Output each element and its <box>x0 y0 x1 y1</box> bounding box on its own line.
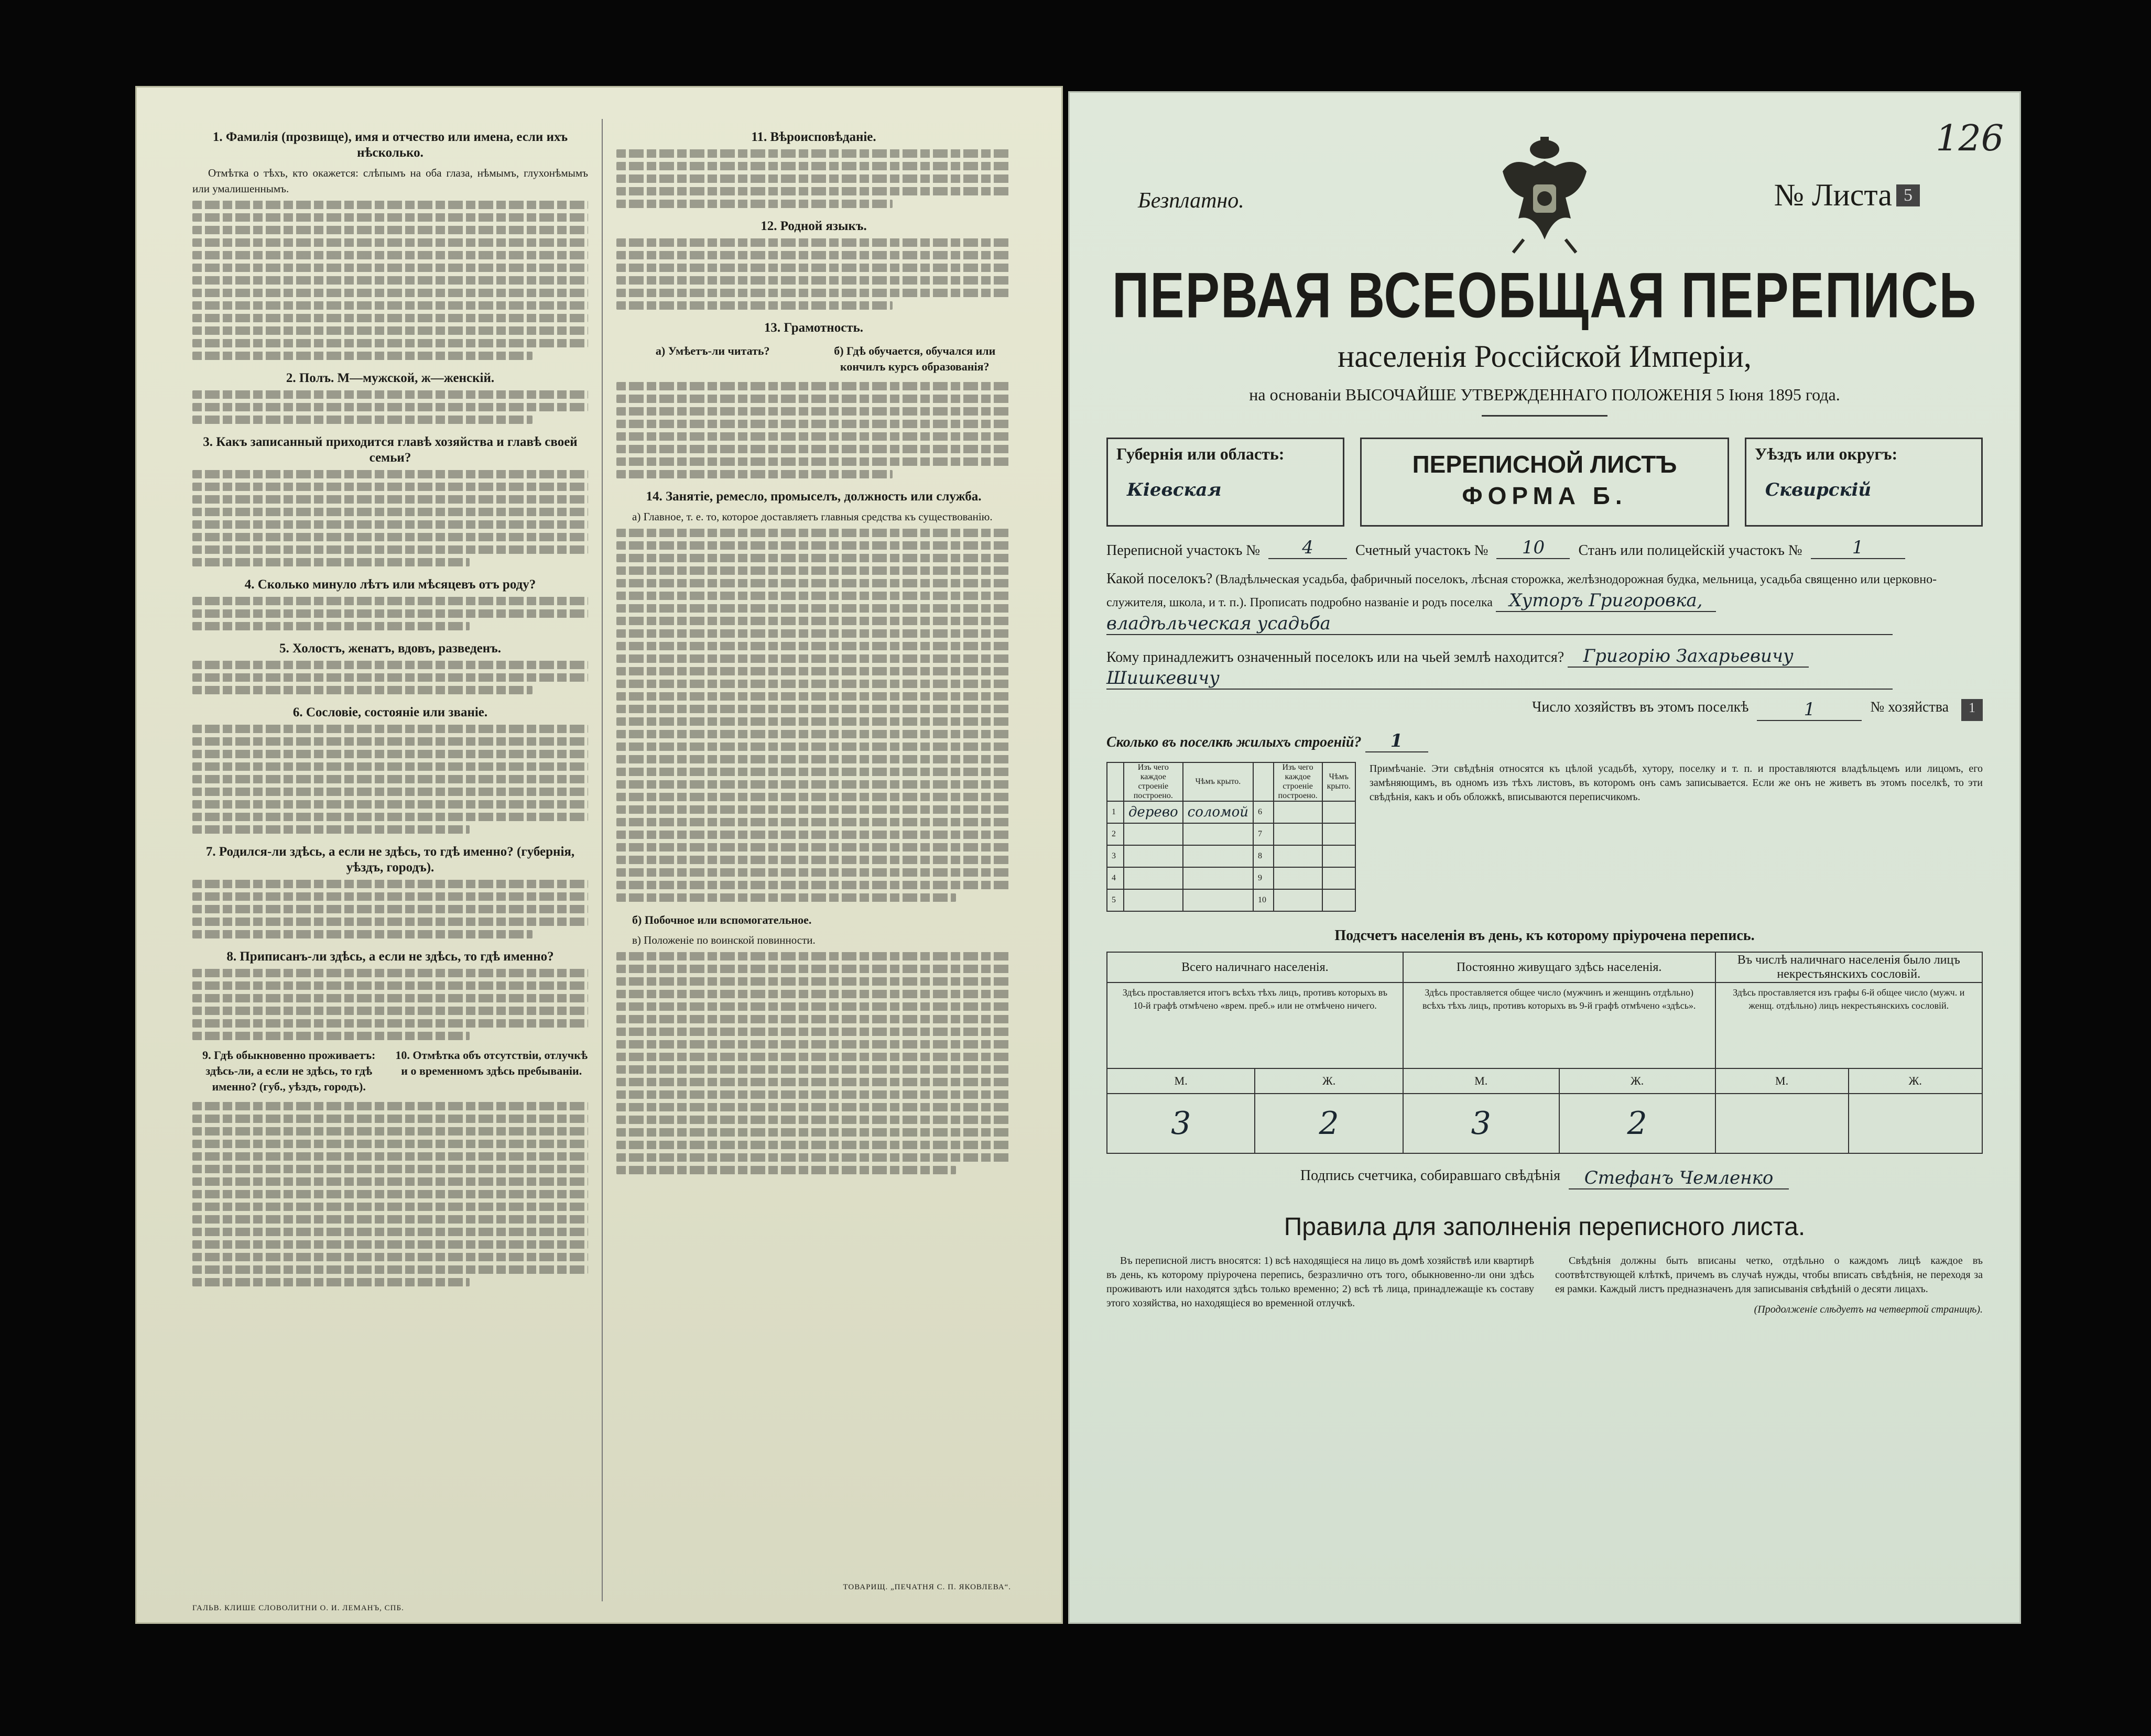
buildings-line <box>1106 730 1983 752</box>
section-heading: 6. Сословіе, состояніе или званіе. <box>292 705 488 719</box>
census-area-value[interactable]: 4 <box>1268 537 1347 559</box>
count-area-label: Счетный участокъ № <box>1355 542 1489 559</box>
rules-title: Правила для заполненія переписного листа. <box>1284 1213 1806 1241</box>
settlement-value-1[interactable]: Хуторъ Григоровка, <box>1496 590 1716 612</box>
instructions-column-1 <box>179 119 602 1612</box>
form-title: ПЕРВАЯ ВСЕОБЩАЯ ПЕРЕПИСЬ <box>1112 259 1978 331</box>
instructions-page <box>135 86 1063 1624</box>
uezd-box <box>1745 438 1983 527</box>
province-box <box>1106 438 1344 527</box>
female-header: Ж. <box>1849 1068 1982 1094</box>
male-header: М. <box>1403 1068 1559 1094</box>
section-note: в) Положеніе по воинской повинности. <box>632 934 816 946</box>
buildings-label: Сколько въ поселкѣ жилыхъ строеній? <box>1106 734 1362 750</box>
pop-col-desc: Здѣсь проставляется общее число (мужчинъ и женщинъ отдѣльно) всѣхъ тѣхъ лицъ, противъ которыхъ въ 9-й графѣ отмѣчено «здѣсь». <box>1403 982 1715 1068</box>
imperial-eagle-icon <box>1492 135 1597 255</box>
nonpeasant-male-count[interactable] <box>1715 1094 1849 1153</box>
rules-column-left: Въ переписной листъ вносятся: 1) всѣ находящіеся на лицо въ домѣ хозяйствѣ или квартирѣ въ день, къ которому пріурочена перепись, безразлично отъ того, обыкновенно-ли они здѣсь проживаютъ или находятся здѣсь только временно; 2) всѣ тѣ лица, принадлежащіе къ составу этого хозяйства, но находящіеся во временной отлучкѣ. <box>1106 1255 1534 1309</box>
rules-right-text: Свѣдѣнія должны быть вписаны четко, отдѣльно о каждомъ лицѣ каждое въ соотвѣтствующей клѣткѣ, причемъ въ случаѣ нужды, чтобы вписать свѣдѣнія, не переходя за ея рамки. Каждый листъ предназначенъ для записыванія свѣдѣній о десяти лицахъ. <box>1555 1255 1983 1295</box>
section-heading: 2. Полъ. М—мужской, ж—женскій. <box>286 371 495 385</box>
form-type-code: ФОРМА Б. <box>1462 482 1627 509</box>
population-title: Подсчетъ населенія въ день, къ которому пріурочена перепись. <box>1334 927 1755 944</box>
table-row: 4 9 <box>1107 867 1355 889</box>
settlement-line <box>1106 569 1983 636</box>
section-heading: 11. Вѣроисповѣданіе. <box>751 130 876 144</box>
resident-female-count[interactable]: 2 <box>1559 1094 1715 1153</box>
pop-col-desc: Здѣсь проставляется итогъ всѣхъ тѣхъ лицъ, противъ которыхъ въ 10-й графѣ отмѣчено «врем. преб.» или не отмѣчено ничего. <box>1107 982 1403 1068</box>
nonpeasant-female-count[interactable] <box>1849 1094 1982 1153</box>
household-no-label: № хозяйства <box>1870 699 1949 715</box>
section-heading: 10. Отмѣтка объ отсутствіи, отлучкѣ и о временномъ здѣсь пребываніи. <box>395 1049 588 1077</box>
male-header: М. <box>1715 1068 1849 1094</box>
signature-line <box>1106 1167 1983 1189</box>
household-no-value: 1 <box>1961 699 1983 721</box>
section-heading: 4. Сколько минуло лѣтъ или мѣсяцевъ отъ роду? <box>244 577 536 592</box>
population-table <box>1106 952 1983 1154</box>
section-heading: а) Умѣетъ-ли читать? <box>655 344 770 357</box>
form-type-box <box>1360 438 1729 527</box>
section-note: Отмѣтка о тѣхъ, кто окажется: слѣпымъ на оба глаза, нѣмымъ, глухонѣмымъ или умалишеннымъ. <box>192 167 588 195</box>
female-header: Ж. <box>1255 1068 1403 1094</box>
printer-imprint-left: ГАЛЬВ. КЛИШЕ СЛОВОЛИТНИ О. И. ЛЕМАНЪ, СПБ. <box>192 1604 404 1612</box>
table-row: 3 8 <box>1107 845 1355 867</box>
buildings-col-roof: Чѣмъ крыто. <box>1183 762 1253 801</box>
owner-line <box>1106 646 1983 690</box>
buildings-area <box>1106 762 1983 912</box>
sheet-number <box>1774 177 1920 213</box>
census-area-label: Переписной участокъ № <box>1106 542 1261 559</box>
section-heading: 12. Родной языкъ. <box>761 219 867 233</box>
census-form-page <box>1068 91 2021 1624</box>
owner-value-1[interactable]: Григорію Захарьевичу <box>1568 646 1809 668</box>
continued-note: (Продолженіе слѣдуетъ на четвертой страницѣ). <box>1754 1304 1983 1315</box>
section-heading: 3. Какъ записанный приходится главѣ хозяйства и главѣ своей семьи? <box>203 435 578 465</box>
sheet-number-label: № Листа <box>1774 178 1892 212</box>
male-header: М. <box>1107 1068 1255 1094</box>
owner-value-2[interactable]: Шишкевичу <box>1106 668 1893 690</box>
uezd-value[interactable]: Сквирскій <box>1765 479 1872 500</box>
paired-headings <box>616 343 1011 375</box>
section-heading: б) Гдѣ обучается, обучался или кончилъ курсъ образованія? <box>834 344 996 373</box>
sheet-number-value: 5 <box>1896 184 1920 206</box>
printer-imprint-right: ТОВАРИЩ. „ПЕЧАТНЯ С. П. ЯКОВЛЕВА“. <box>843 1583 1011 1591</box>
signature-label: Подпись счетчика, собиравшаго свѣдѣнія <box>1300 1167 1561 1184</box>
free-of-charge-label: Безплатно. <box>1138 189 1244 213</box>
pop-col-desc: Здѣсь проставляется изъ графы 6-й общее число (мужч. и женщ. отдѣльно) лицъ некрестьянскихъ сословій. <box>1715 982 1982 1068</box>
section-heading: 9. Гдѣ обыкновенно проживаетъ: здѣсь-ли, а если не здѣсь, то гдѣ именно? (губ., уѣздъ, городъ). <box>202 1049 376 1093</box>
female-header: Ж. <box>1559 1068 1715 1094</box>
legal-basis: на основаніи ВЫСОЧАЙШЕ УТВЕРЖДЕННАГО ПОЛОЖЕНІЯ 5 Іюня 1895 года. <box>1249 385 1840 404</box>
table-row: 1 дерево соломой 6 <box>1107 801 1355 823</box>
settlement-hint: (Владѣльческая усадьба, фабричный поселокъ, лѣсная сторожка, желѣзнодорожная будка, мельница, усадьба священно или церковно-служителя, школа, и т. п.). Прописать подробно названіе и родъ поселка <box>1106 573 1937 609</box>
table-row: 2 7 <box>1107 823 1355 845</box>
households-value[interactable]: 1 <box>1757 699 1862 721</box>
present-female-count[interactable]: 2 <box>1255 1094 1403 1153</box>
section-note: а) Главное, т. е. то, которое доставляетъ главныя средства къ существованію. <box>632 510 993 523</box>
signature-value[interactable]: Стефанъ Чемленко <box>1569 1167 1789 1189</box>
households-line <box>1106 699 1983 721</box>
pop-col-head: Постоянно живущаго здѣсь населенія. <box>1403 952 1715 982</box>
section-heading: 13. Грамотность. <box>764 321 864 335</box>
areas-line <box>1106 537 1983 559</box>
rules-text <box>1106 1254 1983 1317</box>
buildings-table <box>1106 762 1356 912</box>
region-boxes <box>1106 438 1983 527</box>
paired-headings <box>192 1047 588 1095</box>
rules-column-right <box>1555 1254 1983 1317</box>
buildings-note: Примѣчаніе. Эти свѣдѣнія относятся къ цѣлой усадьбѣ, хутору, поселку и т. п. и проставляются владѣльцемъ или лицомъ, его замѣняющимъ, въ одномъ изъ тѣхъ листовъ, въ которомъ онъ самъ записывается. Если же онъ не живетъ въ этомъ поселкѣ, то эти свѣдѣнія, какъ и объ обложкѣ, вписываются переписчикомъ. <box>1369 763 1983 803</box>
stan-value[interactable]: 1 <box>1811 537 1905 559</box>
settlement-label: Какой поселокъ? <box>1106 571 1213 587</box>
section-heading: 1. Фамилія (прозвище), имя и отчество или имена, если ихъ нѣсколько. <box>212 130 568 160</box>
buildings-col-material: Изъ чего каждое строеніе построено. <box>1274 762 1322 801</box>
households-label: Число хозяйствъ въ этомъ поселкѣ <box>1532 699 1749 715</box>
section-heading: 14. Занятіе, ремесло, промыселъ, должность или служба. <box>646 489 982 504</box>
pop-col-head: Всего наличнаго населенія. <box>1107 952 1403 982</box>
instructions-column-2 <box>602 119 1025 1601</box>
buildings-col-roof: Чѣмъ крыто. <box>1322 762 1355 801</box>
pop-col-head: Въ числѣ наличнаго населенія было лицъ некрестьянскихъ сословій. <box>1715 952 1982 982</box>
buildings-value[interactable]: 1 <box>1365 730 1428 752</box>
resident-male-count[interactable]: 3 <box>1403 1094 1559 1153</box>
buildings-col-material: Изъ чего каждое строеніе построено. <box>1124 762 1183 801</box>
owner-label: Кому принадлежитъ означенный поселокъ или на чьей землѣ находится? <box>1106 649 1565 665</box>
section-heading: б) Побочное или вспомогательное. <box>632 913 812 926</box>
section-heading: 8. Приписанъ-ли здѣсь, а если не здѣсь, то гдѣ именно? <box>226 949 554 964</box>
present-male-count[interactable]: 3 <box>1107 1094 1255 1153</box>
section-heading: 5. Холостъ, женатъ, вдовъ, разведенъ. <box>279 641 501 656</box>
uezd-label: Уѣздъ или округъ: <box>1754 444 1898 463</box>
archive-page-number: 126 <box>1936 118 2004 159</box>
stan-label: Станъ или полицейскій участокъ № <box>1578 542 1802 559</box>
table-row: 5 10 <box>1107 889 1355 911</box>
province-label: Губернія или область: <box>1116 444 1285 463</box>
form-type-title: ПЕРЕПИСНОЙ ЛИСТЪ <box>1412 451 1677 478</box>
settlement-value-2[interactable]: владѣльческая усадьба <box>1106 613 1893 635</box>
province-value[interactable]: Кіевская <box>1127 479 1222 500</box>
section-heading: 7. Родился-ли здѣсь, а если не здѣсь, то гдѣ именно? (губернія, уѣздъ, городъ). <box>205 845 575 875</box>
divider <box>1482 415 1607 417</box>
form-subtitle: населенія Россійской Имперіи, <box>1338 339 1752 374</box>
count-area-value[interactable]: 10 <box>1496 537 1570 559</box>
